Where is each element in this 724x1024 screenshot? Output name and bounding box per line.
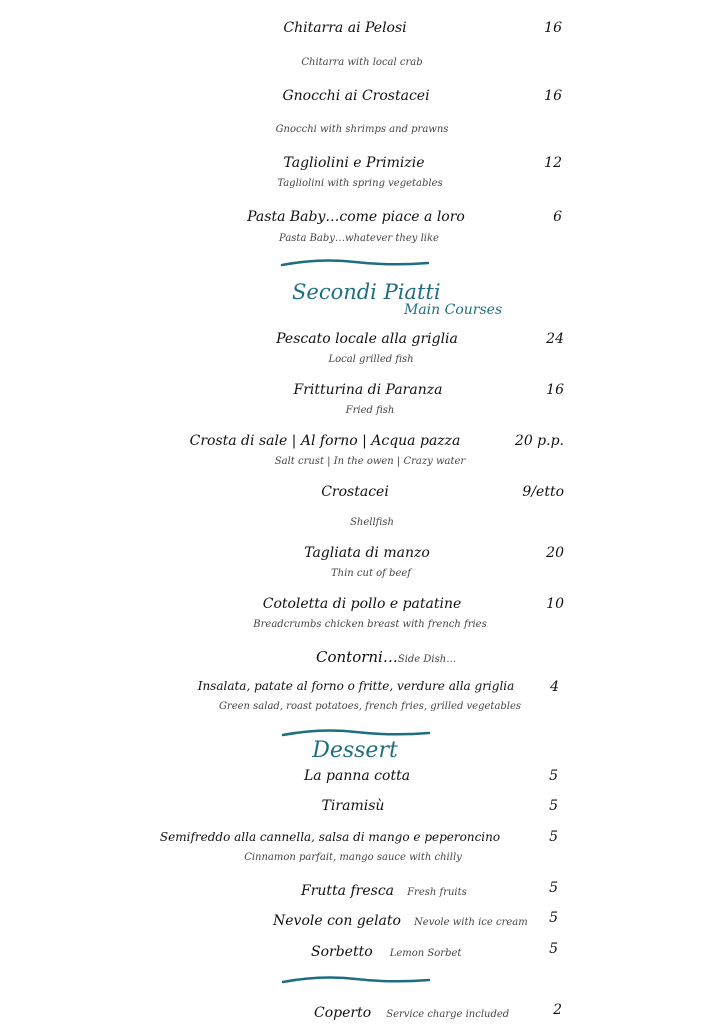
- section-title: Secondi Piatti: [292, 280, 441, 304]
- menu-item-price: 5: [549, 941, 558, 957]
- menu-item-price: 5: [549, 910, 558, 926]
- menu-item-desc: Cinnamon parfait, mango sauce with chilly: [244, 852, 462, 863]
- menu-item-name: Crostacei: [321, 484, 389, 500]
- menu-item-price: 6: [553, 209, 562, 225]
- menu-item-desc: Pasta Baby…whatever they like: [279, 233, 439, 244]
- menu-item-name: Cotoletta di pollo e patatine: [262, 596, 462, 612]
- menu-item-price: 20: [546, 545, 564, 561]
- menu-item-name: Chitarra ai Pelosi: [283, 20, 407, 36]
- menu-item-desc: Thin cut of beef: [330, 568, 412, 579]
- menu-item-name: Pescato locale alla griglia: [276, 331, 458, 347]
- menu-item-desc: Local grilled fish: [328, 354, 414, 365]
- menu-item-name: Nevole con gelato: [273, 913, 401, 929]
- menu-item-price: 5: [549, 798, 558, 814]
- menu-item-desc: Breadcrumbs chicken breast with french fries: [253, 619, 487, 630]
- menu-item-name: Frutta fresca: [301, 883, 395, 899]
- menu-item-name: Tagliata di manzo: [304, 545, 430, 561]
- menu-item-price: 16: [544, 20, 562, 36]
- contorni-title: Contorni…: [316, 648, 398, 666]
- menu-item-name: Crosta di sale | Al forno | Acqua pazza: [189, 433, 461, 449]
- menu-item-name: Gnocchi ai Crostacei: [282, 88, 430, 104]
- menu-item-price: 5: [549, 829, 558, 845]
- menu-item-desc: Gnocchi with shrimps and prawns: [275, 124, 449, 135]
- menu-item-name: Tagliolini e Primizie: [283, 155, 425, 171]
- contorni-title-sub: Side Dish…: [397, 654, 457, 665]
- menu-item-desc: Green salad, roast potatoes, french fries, grilled vegetables: [218, 701, 522, 712]
- section-subtitle: Main Courses: [404, 302, 503, 318]
- menu-item-name: Fritturina di Paranza: [293, 382, 443, 398]
- menu-item-name: La panna cotta: [303, 768, 411, 784]
- dessert-row: [301, 880, 467, 899]
- wave-divider: [281, 973, 431, 987]
- menu-item-price: 2: [553, 1002, 562, 1018]
- menu-item-price: 5: [549, 880, 558, 896]
- menu-item-desc: Chitarra with local crab: [301, 57, 423, 68]
- coperto-row: [314, 1002, 509, 1021]
- menu-item-name: Insalata, patate al forno o fritte, verdure alla griglia: [197, 679, 515, 693]
- menu-item-price: 10: [546, 596, 564, 612]
- menu-item-desc: Tagliolini with spring vegetables: [277, 178, 443, 189]
- menu-item-name: Semifreddo alla cannella, salsa di mango e peperoncino: [159, 830, 501, 844]
- menu-item-price: 5: [549, 768, 558, 784]
- menu-item-price: 24: [546, 331, 564, 347]
- dessert-row: [311, 941, 461, 960]
- menu-item-name: Pasta Baby…come piace a loro: [247, 209, 465, 225]
- menu-item-desc: Shellfish: [350, 517, 394, 528]
- menu-item-desc: Lemon Sorbet: [389, 948, 462, 959]
- menu-item-price: 20 p.p.: [514, 433, 564, 449]
- menu-item-price: 12: [544, 155, 562, 171]
- menu-item-price: 4: [550, 679, 559, 695]
- menu-item-price: 9/etto: [522, 484, 564, 500]
- menu-item-desc: Service charge included: [386, 1009, 510, 1020]
- menu-item-desc: Salt crust | In the owen | Crazy water: [274, 456, 466, 467]
- menu-item-price: 16: [544, 88, 562, 104]
- contorni-heading: [316, 647, 456, 666]
- menu-item-desc: Fried fish: [345, 405, 395, 416]
- menu-item-name: Coperto: [314, 1005, 372, 1021]
- section-title: Dessert: [312, 738, 398, 763]
- menu-item-desc: Fresh fruits: [407, 887, 467, 898]
- menu-item-name: Sorbetto: [311, 944, 373, 960]
- menu-item-name: Tiramisù: [321, 798, 385, 814]
- menu-item-desc: Nevole with ice cream: [414, 917, 528, 928]
- menu-item-price: 16: [546, 382, 564, 398]
- wave-divider: [280, 256, 430, 270]
